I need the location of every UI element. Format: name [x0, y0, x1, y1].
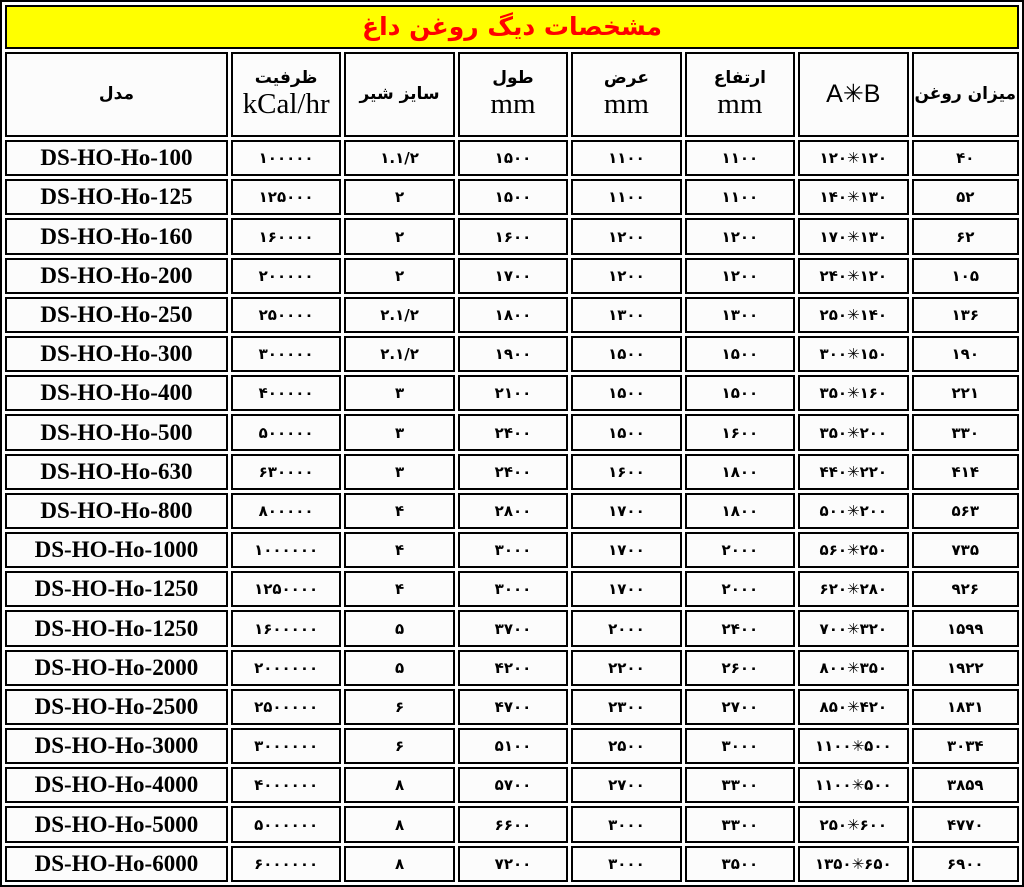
cell-wid: ۱۵۰۰ — [571, 375, 681, 411]
cell-len: ۵۱۰۰ — [458, 728, 568, 764]
column-header-len — [458, 52, 568, 137]
column-label-hei: ارتفاع — [713, 67, 766, 88]
cell-ab: ۷۰۰✳۳۲۰ — [798, 610, 908, 646]
column-label-valve: سایز شیر — [359, 83, 440, 104]
cell-len: ۱۷۰۰ — [458, 258, 568, 294]
cell-ab: ۵۶۰✳۲۵۰ — [798, 532, 908, 568]
column-label-ab: A✳B — [826, 79, 881, 108]
cell-valve: ۶ — [344, 689, 454, 725]
cell-ab: ۱۴۰✳۱۳۰ — [798, 179, 908, 215]
table-row — [5, 610, 1019, 646]
table-title: مشخصات دیگ روغن داغ — [5, 5, 1019, 49]
cell-model: DS-HO-Ho-4000 — [5, 767, 228, 803]
cell-model: DS-HO-Ho-6000 — [5, 846, 228, 882]
cell-valve: ۲ — [344, 258, 454, 294]
cell-valve: ۴ — [344, 571, 454, 607]
cell-len: ۳۰۰۰ — [458, 571, 568, 607]
cell-hei: ۱۸۰۰ — [685, 454, 795, 490]
cell-model: DS-HO-Ho-800 — [5, 493, 228, 529]
cell-wid: ۱۲۰۰ — [571, 258, 681, 294]
cell-oil: ۹۲۶ — [912, 571, 1019, 607]
cell-cap: ۲۵۰۰۰۰ — [231, 297, 341, 333]
cell-valve: ۲.۱/۲ — [344, 297, 454, 333]
column-unit-wid: mm — [603, 88, 649, 121]
cell-hei: ۲۷۰۰ — [685, 689, 795, 725]
cell-ab: ۸۰۰✳۳۵۰ — [798, 650, 908, 686]
table-row — [5, 336, 1019, 372]
cell-len: ۴۷۰۰ — [458, 689, 568, 725]
table-row — [5, 806, 1019, 842]
cell-cap: ۵۰۰۰۰۰۰ — [231, 806, 341, 842]
column-unit-hei: mm — [717, 88, 763, 121]
cell-valve: ۵ — [344, 650, 454, 686]
cell-wid: ۲۷۰۰ — [571, 767, 681, 803]
cell-len: ۲۴۰۰ — [458, 414, 568, 450]
cell-cap: ۱۲۵۰۰۰ — [231, 179, 341, 215]
cell-wid: ۱۱۰۰ — [571, 140, 681, 176]
cell-len: ۴۲۰۰ — [458, 650, 568, 686]
table-row — [5, 414, 1019, 450]
cell-model: DS-HO-Ho-250 — [5, 297, 228, 333]
cell-ab: ۱۳۵۰✳۶۵۰ — [798, 846, 908, 882]
cell-oil: ۶۹۰۰ — [912, 846, 1019, 882]
table-row — [5, 650, 1019, 686]
table-row — [5, 297, 1019, 333]
cell-model: DS-HO-Ho-200 — [5, 258, 228, 294]
cell-valve: ۲ — [344, 218, 454, 254]
cell-cap: ۲۵۰۰۰۰۰ — [231, 689, 341, 725]
cell-len: ۵۷۰۰ — [458, 767, 568, 803]
cell-ab: ۲۵۰✳۶۰۰ — [798, 806, 908, 842]
cell-model: DS-HO-Ho-1000 — [5, 532, 228, 568]
cell-oil: ۵۲ — [912, 179, 1019, 215]
cell-cap: ۱۶۰۰۰۰۰ — [231, 610, 341, 646]
column-header-valve — [344, 52, 454, 137]
cell-cap: ۱۶۰۰۰۰ — [231, 218, 341, 254]
cell-len: ۲۴۰۰ — [458, 454, 568, 490]
cell-ab: ۱۱۰۰✳۵۰۰ — [798, 728, 908, 764]
cell-wid: ۲۰۰۰ — [571, 610, 681, 646]
cell-hei: ۱۳۰۰ — [685, 297, 795, 333]
cell-ab: ۳۵۰✳۲۰۰ — [798, 414, 908, 450]
column-unit-len: mm — [490, 88, 536, 121]
cell-ab: ۸۵۰✳۴۲۰ — [798, 689, 908, 725]
cell-len: ۲۸۰۰ — [458, 493, 568, 529]
cell-oil: ۴۷۷۰ — [912, 806, 1019, 842]
cell-model: DS-HO-Ho-100 — [5, 140, 228, 176]
cell-len: ۷۲۰۰ — [458, 846, 568, 882]
cell-len: ۳۷۰۰ — [458, 610, 568, 646]
cell-oil: ۳۸۵۹ — [912, 767, 1019, 803]
cell-model: DS-HO-Ho-400 — [5, 375, 228, 411]
cell-len: ۲۱۰۰ — [458, 375, 568, 411]
cell-model: DS-HO-Ho-160 — [5, 218, 228, 254]
cell-model: DS-HO-Ho-1250 — [5, 610, 228, 646]
column-label-oil: میزان روغن — [914, 83, 1017, 104]
cell-oil: ۱۸۳۱ — [912, 689, 1019, 725]
cell-ab: ۱۱۰۰✳۵۰۰ — [798, 767, 908, 803]
cell-oil: ۵۶۳ — [912, 493, 1019, 529]
cell-oil: ۱۹۰ — [912, 336, 1019, 372]
cell-wid: ۱۷۰۰ — [571, 532, 681, 568]
column-header-oil — [912, 52, 1019, 137]
cell-cap: ۱۰۰۰۰۰ — [231, 140, 341, 176]
table-row — [5, 728, 1019, 764]
cell-oil: ۱۰۵ — [912, 258, 1019, 294]
cell-wid: ۱۲۰۰ — [571, 218, 681, 254]
cell-cap: ۶۳۰۰۰۰ — [231, 454, 341, 490]
cell-valve: ۳ — [344, 375, 454, 411]
cell-model: DS-HO-Ho-2000 — [5, 650, 228, 686]
column-header-hei — [685, 52, 795, 137]
cell-ab: ۱۷۰✳۱۳۰ — [798, 218, 908, 254]
cell-len: ۱۹۰۰ — [458, 336, 568, 372]
cell-hei: ۱۸۰۰ — [685, 493, 795, 529]
cell-hei: ۳۳۰۰ — [685, 806, 795, 842]
title-row — [5, 5, 1019, 49]
column-unit-cap: kCal/hr — [242, 88, 330, 121]
cell-hei: ۱۵۰۰ — [685, 375, 795, 411]
column-label-len: طول — [492, 67, 534, 88]
cell-oil: ۴۰ — [912, 140, 1019, 176]
table-row — [5, 454, 1019, 490]
cell-ab: ۳۵۰✳۱۶۰ — [798, 375, 908, 411]
cell-valve: ۱.۱/۲ — [344, 140, 454, 176]
cell-len: ۱۵۰۰ — [458, 179, 568, 215]
cell-model: DS-HO-Ho-630 — [5, 454, 228, 490]
cell-oil: ۱۳۶ — [912, 297, 1019, 333]
cell-oil: ۳۳۰ — [912, 414, 1019, 450]
cell-model: DS-HO-Ho-300 — [5, 336, 228, 372]
cell-model: DS-HO-Ho-5000 — [5, 806, 228, 842]
cell-hei: ۱۵۰۰ — [685, 336, 795, 372]
cell-cap: ۱۰۰۰۰۰۰ — [231, 532, 341, 568]
cell-wid: ۱۱۰۰ — [571, 179, 681, 215]
table-row — [5, 767, 1019, 803]
cell-wid: ۲۲۰۰ — [571, 650, 681, 686]
cell-cap: ۴۰۰۰۰۰ — [231, 375, 341, 411]
cell-ab: ۲۴۰✳۱۲۰ — [798, 258, 908, 294]
cell-cap: ۵۰۰۰۰۰ — [231, 414, 341, 450]
cell-valve: ۴ — [344, 493, 454, 529]
header-row — [5, 52, 1019, 137]
cell-valve: ۵ — [344, 610, 454, 646]
cell-wid: ۱۷۰۰ — [571, 493, 681, 529]
cell-valve: ۴ — [344, 532, 454, 568]
cell-hei: ۱۱۰۰ — [685, 179, 795, 215]
cell-valve: ۸ — [344, 846, 454, 882]
column-label-cap: ظرفیت — [254, 67, 318, 88]
table-row — [5, 493, 1019, 529]
cell-wid: ۱۶۰۰ — [571, 454, 681, 490]
table-row — [5, 571, 1019, 607]
cell-cap: ۴۰۰۰۰۰۰ — [231, 767, 341, 803]
cell-wid: ۳۰۰۰ — [571, 806, 681, 842]
cell-hei: ۲۰۰۰ — [685, 532, 795, 568]
cell-valve: ۲ — [344, 179, 454, 215]
cell-hei: ۱۲۰۰ — [685, 258, 795, 294]
cell-oil: ۴۱۴ — [912, 454, 1019, 490]
cell-hei: ۱۲۰۰ — [685, 218, 795, 254]
cell-model: DS-HO-Ho-3000 — [5, 728, 228, 764]
cell-hei: ۲۴۰۰ — [685, 610, 795, 646]
column-header-ab — [798, 52, 908, 137]
cell-cap: ۳۰۰۰۰۰۰ — [231, 728, 341, 764]
cell-len: ۱۶۰۰ — [458, 218, 568, 254]
cell-cap: ۲۰۰۰۰۰۰ — [231, 650, 341, 686]
column-label-wid: عرض — [603, 67, 649, 88]
cell-oil: ۶۲ — [912, 218, 1019, 254]
cell-cap: ۲۰۰۰۰۰ — [231, 258, 341, 294]
table-row — [5, 179, 1019, 215]
cell-hei: ۳۰۰۰ — [685, 728, 795, 764]
cell-ab: ۴۴۰✳۲۲۰ — [798, 454, 908, 490]
cell-ab: ۶۲۰✳۲۸۰ — [798, 571, 908, 607]
cell-wid: ۱۵۰۰ — [571, 414, 681, 450]
table-row — [5, 140, 1019, 176]
cell-ab: ۵۰۰✳۲۰۰ — [798, 493, 908, 529]
cell-valve: ۸ — [344, 806, 454, 842]
cell-wid: ۱۷۰۰ — [571, 571, 681, 607]
cell-wid: ۲۵۰۰ — [571, 728, 681, 764]
cell-valve: ۲.۱/۲ — [344, 336, 454, 372]
table-row — [5, 532, 1019, 568]
cell-len: ۶۶۰۰ — [458, 806, 568, 842]
cell-hei: ۱۱۰۰ — [685, 140, 795, 176]
cell-cap: ۱۲۵۰۰۰۰ — [231, 571, 341, 607]
cell-model: DS-HO-Ho-500 — [5, 414, 228, 450]
table-row — [5, 846, 1019, 882]
cell-hei: ۳۳۰۰ — [685, 767, 795, 803]
cell-len: ۳۰۰۰ — [458, 532, 568, 568]
table-row — [5, 689, 1019, 725]
cell-model: DS-HO-Ho-2500 — [5, 689, 228, 725]
cell-ab: ۳۰۰✳۱۵۰ — [798, 336, 908, 372]
cell-wid: ۲۳۰۰ — [571, 689, 681, 725]
cell-ab: ۱۲۰✳۱۲۰ — [798, 140, 908, 176]
cell-model: DS-HO-Ho-1250 — [5, 571, 228, 607]
cell-ab: ۲۵۰✳۱۴۰ — [798, 297, 908, 333]
cell-oil: ۲۲۱ — [912, 375, 1019, 411]
table-row — [5, 258, 1019, 294]
cell-wid: ۱۳۰۰ — [571, 297, 681, 333]
cell-wid: ۳۰۰۰ — [571, 846, 681, 882]
column-header-wid — [571, 52, 681, 137]
cell-hei: ۱۶۰۰ — [685, 414, 795, 450]
cell-cap: ۳۰۰۰۰۰ — [231, 336, 341, 372]
cell-hei: ۳۵۰۰ — [685, 846, 795, 882]
cell-wid: ۱۵۰۰ — [571, 336, 681, 372]
column-header-model — [5, 52, 228, 137]
cell-oil: ۱۵۹۹ — [912, 610, 1019, 646]
cell-valve: ۸ — [344, 767, 454, 803]
cell-oil: ۱۹۲۲ — [912, 650, 1019, 686]
cell-valve: ۳ — [344, 414, 454, 450]
column-header-cap — [231, 52, 341, 137]
cell-hei: ۲۶۰۰ — [685, 650, 795, 686]
cell-model: DS-HO-Ho-125 — [5, 179, 228, 215]
cell-hei: ۲۰۰۰ — [685, 571, 795, 607]
column-label-model: مدل — [98, 83, 134, 104]
table-row — [5, 375, 1019, 411]
cell-cap: ۸۰۰۰۰۰ — [231, 493, 341, 529]
cell-len: ۱۵۰۰ — [458, 140, 568, 176]
cell-oil: ۷۳۵ — [912, 532, 1019, 568]
cell-len: ۱۸۰۰ — [458, 297, 568, 333]
cell-cap: ۶۰۰۰۰۰۰ — [231, 846, 341, 882]
cell-oil: ۳۰۳۴ — [912, 728, 1019, 764]
table-body — [5, 140, 1019, 882]
table-row — [5, 218, 1019, 254]
cell-valve: ۳ — [344, 454, 454, 490]
cell-valve: ۶ — [344, 728, 454, 764]
